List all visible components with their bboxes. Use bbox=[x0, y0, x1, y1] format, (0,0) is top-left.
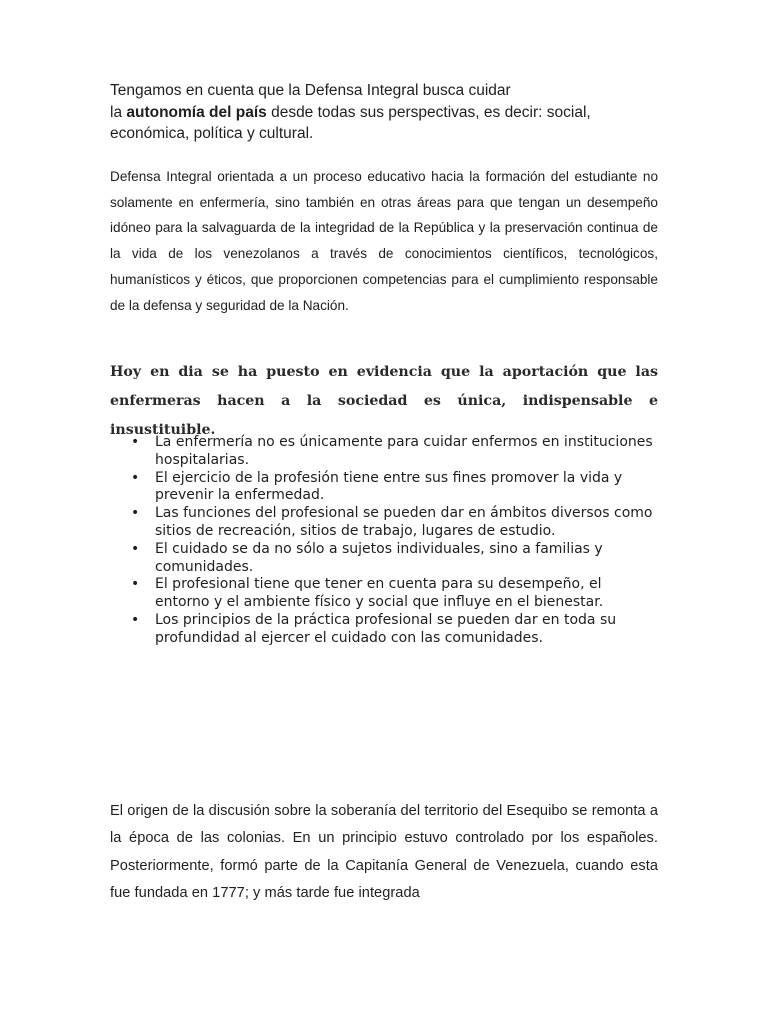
bullet-icon: • bbox=[131, 611, 140, 628]
list-item-text: Los principios de la práctica profesional se pueden dar en toda su profundidad al ejercer el cuidado con las comunidades. bbox=[155, 611, 617, 646]
defensa-integral-paragraph: Defensa Integral orientada a un proceso educativo hacia la formación del estudiante no solamente en enfermería, sino también en otras áreas para que tengan un desempeño idóneo para la salvaguarda de la integridad de la República y la preservación continua de la vida de los venezolanos a través de conocimientos científicos, tecnológicos, humanísticos y éticos, que proporcionen competencias para el cumplimiento responsable de la defensa y seguridad de la Nación. bbox=[110, 169, 658, 313]
highlight-paragraph: Hoy en dia se ha puesto en evidencia que la aportación que las enfermeras hacen a la sociedad es única, indispensable e insustituible. bbox=[110, 364, 658, 438]
list-item bbox=[110, 470, 658, 506]
list-item bbox=[110, 576, 658, 612]
list-item-text: Las funciones del profesional se pueden dar en ámbitos diversos como sitios de recreación, sitios de trabajo, lugares de estudio. bbox=[155, 505, 653, 539]
intro-line-2-prefix: la bbox=[110, 103, 127, 121]
bullet-icon: • bbox=[131, 576, 140, 593]
list-item bbox=[110, 505, 658, 541]
intro-bold-phrase: autonomía del país bbox=[126, 103, 267, 121]
intro-line-2-suffix: desde todas sus perspectivas, es decir: social, bbox=[266, 103, 591, 121]
bullet-icon: • bbox=[131, 540, 140, 557]
intro-paragraph bbox=[110, 80, 658, 145]
list-item bbox=[110, 434, 658, 470]
list-item bbox=[110, 612, 658, 648]
bullet-icon: • bbox=[131, 434, 140, 450]
intro-line-2 bbox=[110, 102, 658, 124]
intro-line-1: Tengamos en cuenta que la Defensa Integral busca cuidar bbox=[110, 82, 511, 99]
list-item-text: El profesional tiene que tener en cuenta para su desempeño, el entorno y el ambiente físico y social que influye en el bienestar. bbox=[155, 576, 604, 611]
list-item bbox=[110, 541, 658, 577]
list-item-text: El cuidado se da no sólo a sujetos individuales, sino a familias y comunidades. bbox=[155, 540, 603, 575]
list-item-text: El ejercicio de la profesión tiene entre sus fines promover la vida y prevenir la enfermedad. bbox=[155, 469, 623, 504]
bullet-icon: • bbox=[131, 469, 140, 486]
list-item-text: La enfermería no es únicamente para cuidar enfermos en instituciones hospitalarias. bbox=[155, 434, 653, 468]
esequibo-paragraph: El origen de la discusión sobre la soberanía del territorio del Esequibo se remonta a la época de las colonias. En un principio estuvo controlado por los españoles. Posteriormente, formó parte de la Capitanía General de Venezuela, cuando esta fue fundada en 1777; y más tarde fue integrada bbox=[110, 803, 658, 902]
bullet-icon: • bbox=[131, 505, 140, 522]
bullet-list bbox=[110, 434, 658, 648]
intro-line-3: económica, política y cultural. bbox=[110, 125, 314, 142]
